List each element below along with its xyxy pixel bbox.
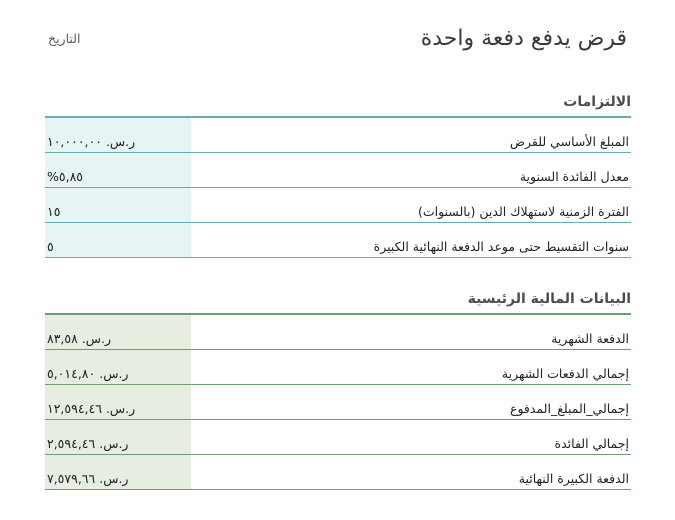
amount: ٥,٠١٤,٨٠ [47,366,96,381]
currency-label: ر.س. [105,401,136,416]
currency-label: ر.س. [105,134,136,149]
table-row [45,385,631,420]
amount: ٢,٥٩٤,٤٦ [47,436,96,451]
table-row [45,118,631,153]
table-row [45,455,631,490]
financial-table [45,315,631,490]
amount: ١٠,٠٠٠,٠٠ [47,134,102,149]
date-label[interactable]: التاريخ [48,31,81,46]
currency-label: ر.س. [99,366,129,381]
obligations-section [45,88,631,258]
currency-label: ر.س. [99,471,129,486]
currency-label: ر.س. [99,436,129,451]
total-monthly-payments-label: إجمالي الدفعات الشهرية [501,366,629,381]
page-title: قرض يدفع دفعة واحدة [420,26,627,51]
financial-heading: البيانات المالية الرئيسية [45,285,631,315]
balloon-years-label: سنوات التقسيط حتى موعد الدفعة النهائية الكبيرة [373,239,629,254]
financial-section [45,285,631,490]
amount: ١٢,٥٩٤,٤٦ [47,401,102,416]
table-row [45,350,631,385]
obligations-heading: الالتزامات [45,88,631,118]
currency-label: ر.س. [81,331,112,346]
amount: ٧,٥٧٩,٦٦ [47,471,96,486]
obligations-table [45,118,631,258]
monthly-payment-label: الدفعة الشهرية [551,331,629,346]
balloon-payment-label: الدفعة الكبيرة النهائية [518,471,629,486]
interest-rate-value[interactable]: %٥,٨٥ [47,169,84,184]
amortization-years-label: الفترة الزمنية لاستهلاك الدين (بالسنوات) [417,204,629,219]
table-row [45,223,631,258]
amortization-years-value[interactable]: ١٥ [47,204,61,219]
total-paid-label: إجمالي_المبلغ_المدفوع [510,401,629,416]
balloon-payment-value [47,455,187,503]
amount: ٨٣,٥٨ [47,331,78,346]
table-row [45,315,631,350]
balloon-years-value[interactable]: ٥ [47,239,54,254]
total-interest-label: إجمالي الفائدة [554,436,629,451]
principal-label: المبلغ الأساسي للقرض [509,134,629,149]
interest-rate-label: معدل الفائدة السنوية [519,169,629,184]
table-row [45,153,631,188]
table-row [45,188,631,223]
table-row [45,420,631,455]
